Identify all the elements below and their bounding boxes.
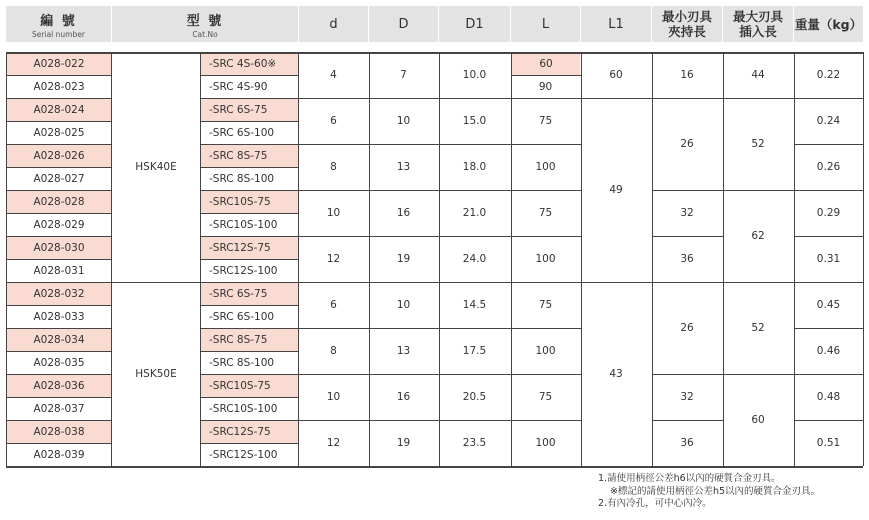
- catno-cell: -SRC12S-75: [201, 421, 298, 443]
- L-cell: 75: [538, 391, 553, 403]
- d-cell: 6: [330, 115, 337, 127]
- header-serial-en: Serial number: [32, 29, 85, 39]
- L1-cell-60: 60: [609, 69, 623, 81]
- d-cell: 10: [326, 391, 341, 403]
- serial-cell: A028-035: [33, 357, 85, 369]
- table-rule: [6, 121, 111, 122]
- d-cell: 12: [326, 253, 341, 265]
- table-rule: [298, 190, 511, 191]
- serial-cell: A028-022: [7, 53, 111, 75]
- D-cell: 10: [396, 115, 411, 127]
- max-insert-cell: 62: [751, 230, 765, 242]
- d-cell: 8: [330, 161, 337, 173]
- D-cell: 19: [396, 253, 411, 265]
- table-rule: [200, 420, 298, 421]
- table-rule: [200, 75, 298, 76]
- table-rule: [652, 374, 723, 375]
- table-rule: [794, 236, 863, 237]
- weight-cell: 0.29: [816, 207, 841, 219]
- table-rule: [200, 351, 298, 352]
- catno-cell: -SRC 6S-100: [209, 311, 275, 323]
- table-rule: [6, 397, 111, 398]
- holder-hsk40e: HSK40E: [135, 161, 177, 173]
- table-rule: [6, 443, 111, 444]
- table-rule: [511, 190, 581, 191]
- table-rule: [200, 443, 298, 444]
- note-3: 2.有內冷孔，可中心內冷。: [598, 498, 712, 509]
- table-rule: [200, 305, 298, 306]
- serial-cell: A028-033: [33, 311, 85, 323]
- D1-cell: 21.0: [462, 207, 487, 219]
- table-rule: [298, 98, 511, 99]
- table-rule: [723, 98, 794, 99]
- weight-cell: 0.48: [816, 391, 841, 403]
- table-rule: [511, 420, 581, 421]
- D-cell: 16: [396, 391, 411, 403]
- table-rule: [298, 236, 511, 237]
- table-rule: [200, 282, 298, 283]
- table-rule: [6, 52, 863, 54]
- table-rule: [6, 167, 111, 168]
- table-rule: [652, 282, 723, 283]
- table-rule: [6, 351, 111, 352]
- table-rule: [511, 236, 581, 237]
- serial-cell: A028-029: [33, 219, 85, 231]
- d-cell: 10: [326, 207, 341, 219]
- table-rule: [652, 52, 653, 466]
- table-rule: [298, 420, 511, 421]
- serial-cell: A028-038: [7, 421, 111, 443]
- table-rule: [511, 144, 581, 145]
- header-D1: D1: [465, 16, 484, 32]
- serial-cell: A028-024: [7, 99, 111, 121]
- table-rule: [6, 282, 111, 283]
- weight-cell: 0.24: [816, 115, 841, 127]
- table-rule: [111, 282, 200, 283]
- catno-cell: -SRC 6S-100: [209, 127, 275, 139]
- min-clamp-cell: 36: [680, 253, 694, 265]
- table-rule: [111, 52, 112, 466]
- L-cell: 75: [538, 115, 553, 127]
- serial-cell: A028-037: [33, 403, 85, 415]
- weight-cell: 0.22: [816, 69, 841, 81]
- table-rule: [794, 282, 863, 283]
- D1-cell: 23.5: [462, 437, 487, 449]
- table-rule: [298, 282, 511, 283]
- table-rule: [200, 328, 298, 329]
- D1-cell: 10.0: [462, 69, 487, 81]
- table-rule: [200, 121, 298, 122]
- header-type: [112, 6, 298, 42]
- table-rule: [369, 52, 370, 466]
- serial-cell: A028-032: [7, 283, 111, 305]
- L-cell: 100: [535, 161, 556, 173]
- table-rule: [200, 213, 298, 214]
- table-rule: [6, 75, 111, 76]
- table-rule: [298, 52, 299, 466]
- L-cell-60: 60: [512, 53, 580, 75]
- catno-cell: -SRC10S-100: [209, 219, 278, 231]
- table-rule: [200, 259, 298, 260]
- catno-cell: -SRC 8S-75: [201, 329, 298, 351]
- catno-cell: -SRC 6S-75: [201, 283, 298, 305]
- table-rule: [723, 374, 794, 375]
- table-rule: [723, 190, 794, 191]
- serial-cell: A028-036: [7, 375, 111, 397]
- footnotes: [598, 473, 820, 511]
- serial-cell: A028-031: [33, 265, 85, 277]
- table-rule: [652, 420, 723, 421]
- weight-cell: 0.46: [816, 345, 841, 357]
- D-cell: 10: [396, 299, 411, 311]
- table-rule: [6, 98, 111, 99]
- d-cell: 6: [330, 299, 337, 311]
- table-rule: [794, 52, 795, 466]
- catno-cell: -SRC12S-100: [209, 265, 278, 277]
- D-cell: 7: [400, 69, 407, 81]
- serial-cell: A028-039: [33, 449, 85, 461]
- table-rule: [298, 374, 511, 375]
- D1-cell: 18.0: [462, 161, 487, 173]
- min-clamp-cell: 26: [680, 322, 694, 334]
- table-rule: [581, 98, 652, 99]
- holder-hsk50e: HSK50E: [135, 368, 177, 380]
- serial-cell: A028-034: [7, 329, 111, 351]
- catno-cell: -SRC10S-100: [209, 403, 278, 415]
- table-rule: [794, 328, 863, 329]
- min-clamp-cell: 32: [680, 391, 694, 403]
- D1-cell: 17.5: [462, 345, 487, 357]
- D-cell: 13: [396, 161, 411, 173]
- header-D: D: [398, 16, 409, 32]
- header-min-clamp: 最小刃具 夾持長: [661, 9, 712, 39]
- L1-cell-43: 43: [609, 368, 623, 380]
- table-rule: [794, 374, 863, 375]
- table-rule: [200, 144, 298, 145]
- L-cell: 100: [535, 253, 556, 265]
- catno-cell: -SRC 8S-100: [209, 357, 275, 369]
- catno-cell: -SRC12S-100: [209, 449, 278, 461]
- weight-cell: 0.26: [816, 161, 841, 173]
- table-rule: [298, 328, 511, 329]
- table-rule: [581, 52, 582, 466]
- L-cell-90: 90: [538, 80, 553, 93]
- table-rule: [6, 190, 111, 191]
- table-rule: [511, 98, 581, 99]
- table-rule: [6, 305, 111, 306]
- d-cell: 12: [326, 437, 341, 449]
- catno-cell: -SRC12S-75: [201, 237, 298, 259]
- max-insert-cell: 52: [751, 322, 765, 334]
- d-cell: 4: [330, 69, 337, 81]
- serial-cell: A028-025: [33, 127, 85, 139]
- L-cell: 75: [538, 299, 553, 311]
- max-insert-cell: 52: [751, 138, 765, 150]
- table-rule: [863, 52, 864, 466]
- d-cell: 8: [330, 345, 337, 357]
- table-rule: [723, 52, 724, 466]
- table-rule: [6, 328, 111, 329]
- D-cell: 13: [396, 345, 411, 357]
- table-rule: [794, 98, 863, 99]
- header-L1: L1: [608, 16, 624, 32]
- header-type-cn: 型 號: [186, 13, 224, 29]
- D-cell: 19: [396, 437, 411, 449]
- table-rule: [6, 213, 111, 214]
- D1-cell: 15.0: [462, 115, 487, 127]
- table-rule: [6, 374, 111, 375]
- header-d: d: [329, 16, 338, 32]
- serial-cell: A028-028: [7, 191, 111, 213]
- L-cell: 100: [535, 437, 556, 449]
- catno-cell: -SRC10S-75: [201, 375, 298, 397]
- table-rule: [652, 98, 723, 99]
- table-rule: [6, 236, 111, 237]
- catno-cell: -SRC10S-75: [201, 191, 298, 213]
- table-rule: [794, 144, 863, 145]
- weight-cell: 0.45: [816, 299, 841, 311]
- table-rule: [511, 328, 581, 329]
- table-rule: [200, 236, 298, 237]
- header-serial: [6, 6, 111, 42]
- weight-cell: 0.51: [816, 437, 841, 449]
- max-insert-cell: 60: [751, 414, 765, 426]
- L-cell: 100: [535, 345, 556, 357]
- min-clamp-cell: 36: [680, 437, 694, 449]
- table-rule: [794, 190, 863, 191]
- table-rule: [511, 75, 581, 76]
- table-rule: [652, 190, 723, 191]
- serial-cell: A028-027: [33, 173, 85, 185]
- D1-cell: 20.5: [462, 391, 487, 403]
- header-weight: 重量（kg）: [794, 16, 863, 32]
- weight-cell: 0.31: [816, 253, 841, 265]
- serial-cell: A028-026: [7, 145, 111, 167]
- max-insert-cell: 44: [751, 69, 765, 81]
- table-rule: [6, 144, 111, 145]
- table-rule: [200, 374, 298, 375]
- table-rule: [511, 282, 581, 283]
- table-rule: [6, 466, 863, 468]
- table-rule: [6, 259, 111, 260]
- L-cell: 75: [538, 207, 553, 219]
- header-L: L: [541, 16, 550, 32]
- table-rule: [200, 397, 298, 398]
- table-rule: [200, 190, 298, 191]
- catno-cell: -SRC 8S-100: [209, 173, 275, 185]
- min-clamp-cell: 32: [680, 207, 694, 219]
- table-rule: [511, 52, 512, 466]
- note-1: 1.請使用柄徑公差h6以內的硬質合金刃具。: [598, 473, 781, 484]
- catno-cell: -SRC 6S-75: [201, 99, 298, 121]
- header-type-en: Cat.No: [192, 29, 218, 39]
- L1-cell-49: 49: [609, 184, 623, 196]
- table-rule: [200, 167, 298, 168]
- header-max-insert: 最大刃具 插入長: [732, 9, 783, 39]
- catno-cell: -SRC 4S-60※: [201, 53, 298, 75]
- table-rule: [6, 420, 111, 421]
- D1-cell: 14.5: [462, 299, 487, 311]
- table-rule: [581, 282, 652, 283]
- table-rule: [200, 98, 298, 99]
- table-rule: [794, 420, 863, 421]
- table-rule: [723, 282, 794, 283]
- header-serial-cn: 編 號: [40, 13, 77, 29]
- table-rule: [652, 236, 723, 237]
- D1-cell: 24.0: [462, 253, 487, 265]
- note-2: ※標記的請使用柄徑公差h5以內的硬質合金刃具。: [610, 485, 821, 497]
- min-clamp-cell: 16: [680, 69, 694, 81]
- D-cell: 16: [396, 207, 411, 219]
- table-rule: [298, 144, 511, 145]
- serial-cell: A028-030: [7, 237, 111, 259]
- serial-cell: A028-023: [33, 81, 85, 93]
- table-rule: [439, 52, 440, 466]
- table-rule: [511, 374, 581, 375]
- catno-cell: -SRC 4S-90: [209, 81, 268, 93]
- min-clamp-cell: 26: [680, 138, 694, 150]
- catno-cell: -SRC 8S-75: [201, 145, 298, 167]
